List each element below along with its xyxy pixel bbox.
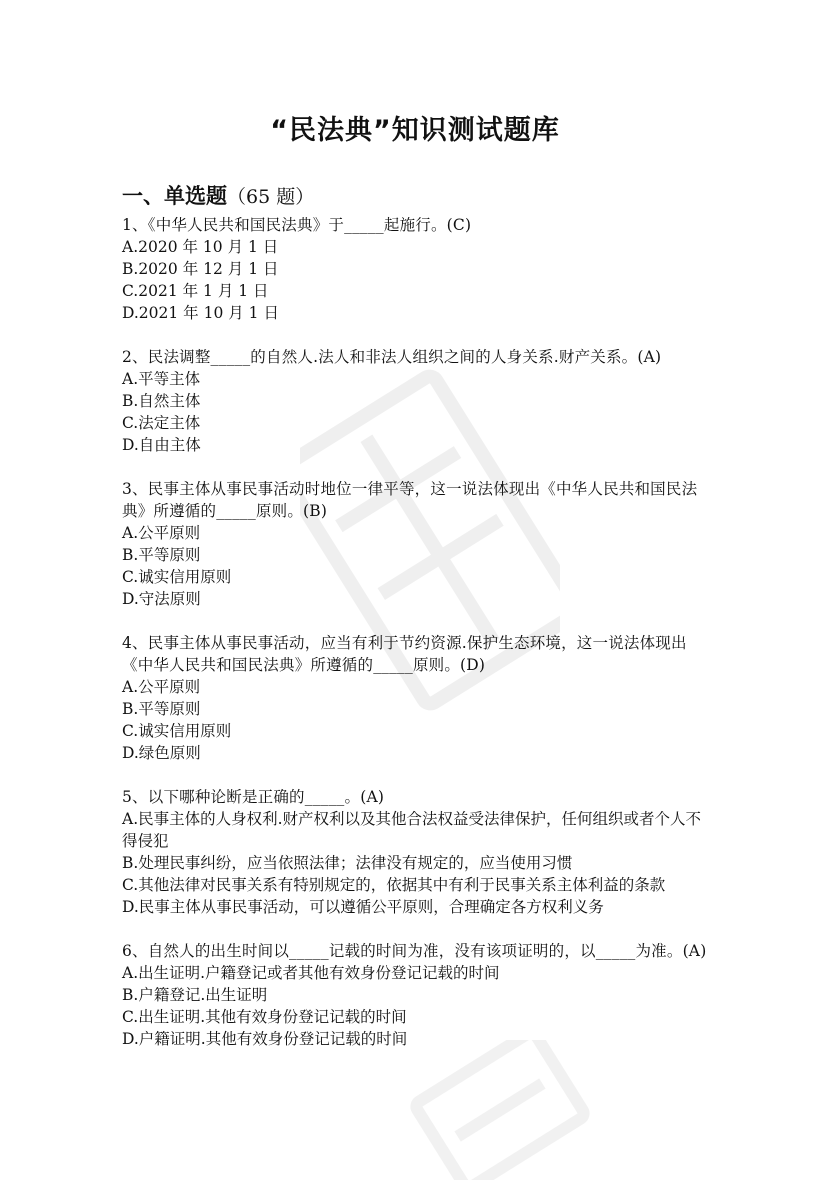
question-count: （65 题） <box>227 186 315 208</box>
question-stem: 3、民事主体从事民事活动时地位一律平等，这一说法体现出《中华人民共和国民法典》所遵循的_____原则。(B) <box>122 480 698 520</box>
option-d: D.民事主体从事民事活动，可以遵循公平原则，合理确定各方权利义务 <box>122 898 604 916</box>
option-c: C.出生证明.其他有效身份登记记载的时间 <box>122 1008 407 1026</box>
question-item <box>122 214 712 324</box>
option-d: D.2021 年 10 月 1 日 <box>122 304 279 322</box>
question-stem: 5、以下哪种论断是正确的_____。(A) <box>122 788 385 806</box>
option-b: B.处理民事纠纷，应当依照法律；法律没有规定的，应当使用习惯 <box>122 854 573 872</box>
option-c: C.法定主体 <box>122 414 201 432</box>
option-b: B.户籍登记.出生证明 <box>122 986 268 1004</box>
option-a: A.2020 年 10 月 1 日 <box>122 238 279 256</box>
option-b: B.平等原则 <box>122 546 201 564</box>
option-b: B.自然主体 <box>122 392 201 410</box>
option-a: A.公平原则 <box>122 678 201 696</box>
option-c: C.诚实信用原则 <box>122 568 232 586</box>
option-c: C.其他法律对民事关系有特别规定的，依据其中有利于民事关系主体利益的条款 <box>122 876 666 894</box>
option-a: A.公平原则 <box>122 524 201 542</box>
option-d: D.守法原则 <box>122 590 201 608</box>
option-a: A.民事主体的人身权利.财产权利以及其他合法权益受法律保护，任何组织或者个人不得侵犯 <box>122 810 702 850</box>
option-d: D.绿色原则 <box>122 744 201 762</box>
option-c: C.诚实信用原则 <box>122 722 232 740</box>
option-d: D.自由主体 <box>122 436 201 454</box>
question-list <box>122 214 712 1072</box>
section-heading <box>122 180 314 210</box>
question-stem: 6、自然人的出生时间以_____记载的时间为准，没有该项证明的，以_____为准。(A) <box>122 942 707 960</box>
question-item <box>122 632 712 764</box>
option-b: B.2020 年 12 月 1 日 <box>122 260 279 278</box>
question-stem: 4、民事主体从事民事活动，应当有利于节约资源.保护生态环境，这一说法体现出《中华人民共和国民法典》所遵循的_____原则。(D) <box>122 634 687 674</box>
option-b: B.平等原则 <box>122 700 201 718</box>
question-item <box>122 786 712 918</box>
question-item <box>122 346 712 456</box>
question-stem: 2、民法调整_____的自然人.法人和非法人组织之间的人身关系.财产关系。(A) <box>122 348 662 366</box>
question-stem: 1、《中华人民共和国民法典》于_____起施行。(C) <box>122 216 472 234</box>
option-c: C.2021 年 1 月 1 日 <box>122 282 269 300</box>
option-d: D.户籍证明.其他有效身份登记记载的时间 <box>122 1030 408 1048</box>
option-a: A.平等主体 <box>122 370 201 388</box>
option-a: A.出生证明.户籍登记或者其他有效身份登记记载的时间 <box>122 964 500 982</box>
question-item <box>122 940 712 1050</box>
section-title: 一、单选题 <box>122 184 227 208</box>
question-item <box>122 478 712 610</box>
page-title: “民法典”知识测试题库 <box>270 115 560 146</box>
